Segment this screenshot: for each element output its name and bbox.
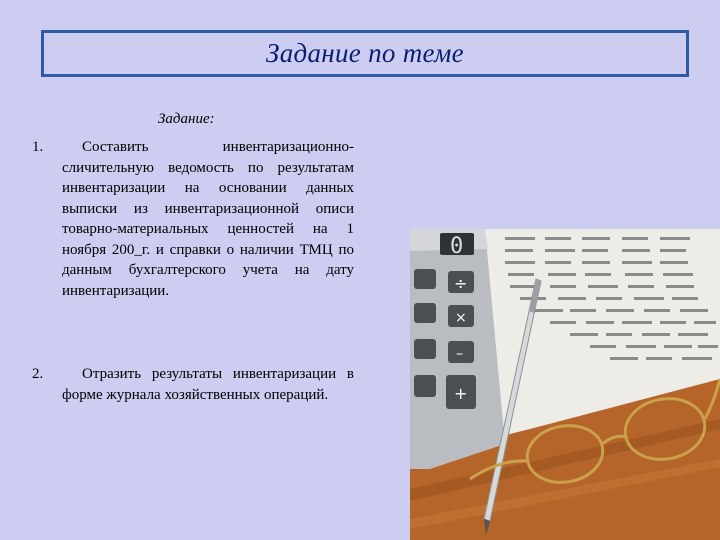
- task-item-number: 2.: [32, 366, 44, 382]
- task-item-text: Составить инвентаризационно-сличительную ведомость по результатам инвентаризации на основании данных выписки из инвентаризационной описи товарно-материальных ценностей на 1 ноября 200_г. и справки о наличии ТМЦ по данным бухгалтерского учета на дату инвентаризации.: [62, 139, 354, 299]
- task-item-text: Отразить результаты инвентаризации в форме журнала хозяйственных операций.: [62, 366, 354, 403]
- title-frame: [41, 30, 689, 77]
- svg-text:+: +: [454, 384, 468, 403]
- slide-title: Задание по теме: [266, 38, 464, 68]
- svg-text:0: 0: [450, 234, 464, 259]
- task-heading: Задание:: [158, 111, 215, 127]
- svg-text:÷: ÷: [454, 274, 468, 293]
- task-item-1: [32, 137, 354, 301]
- accounting-photo: [410, 229, 720, 540]
- accounting-photo-illustration: [410, 229, 720, 540]
- svg-text:–: –: [456, 346, 463, 362]
- svg-text:×: ×: [455, 310, 467, 326]
- task-item-number: 1.: [32, 139, 44, 155]
- task-item-2: [32, 364, 354, 405]
